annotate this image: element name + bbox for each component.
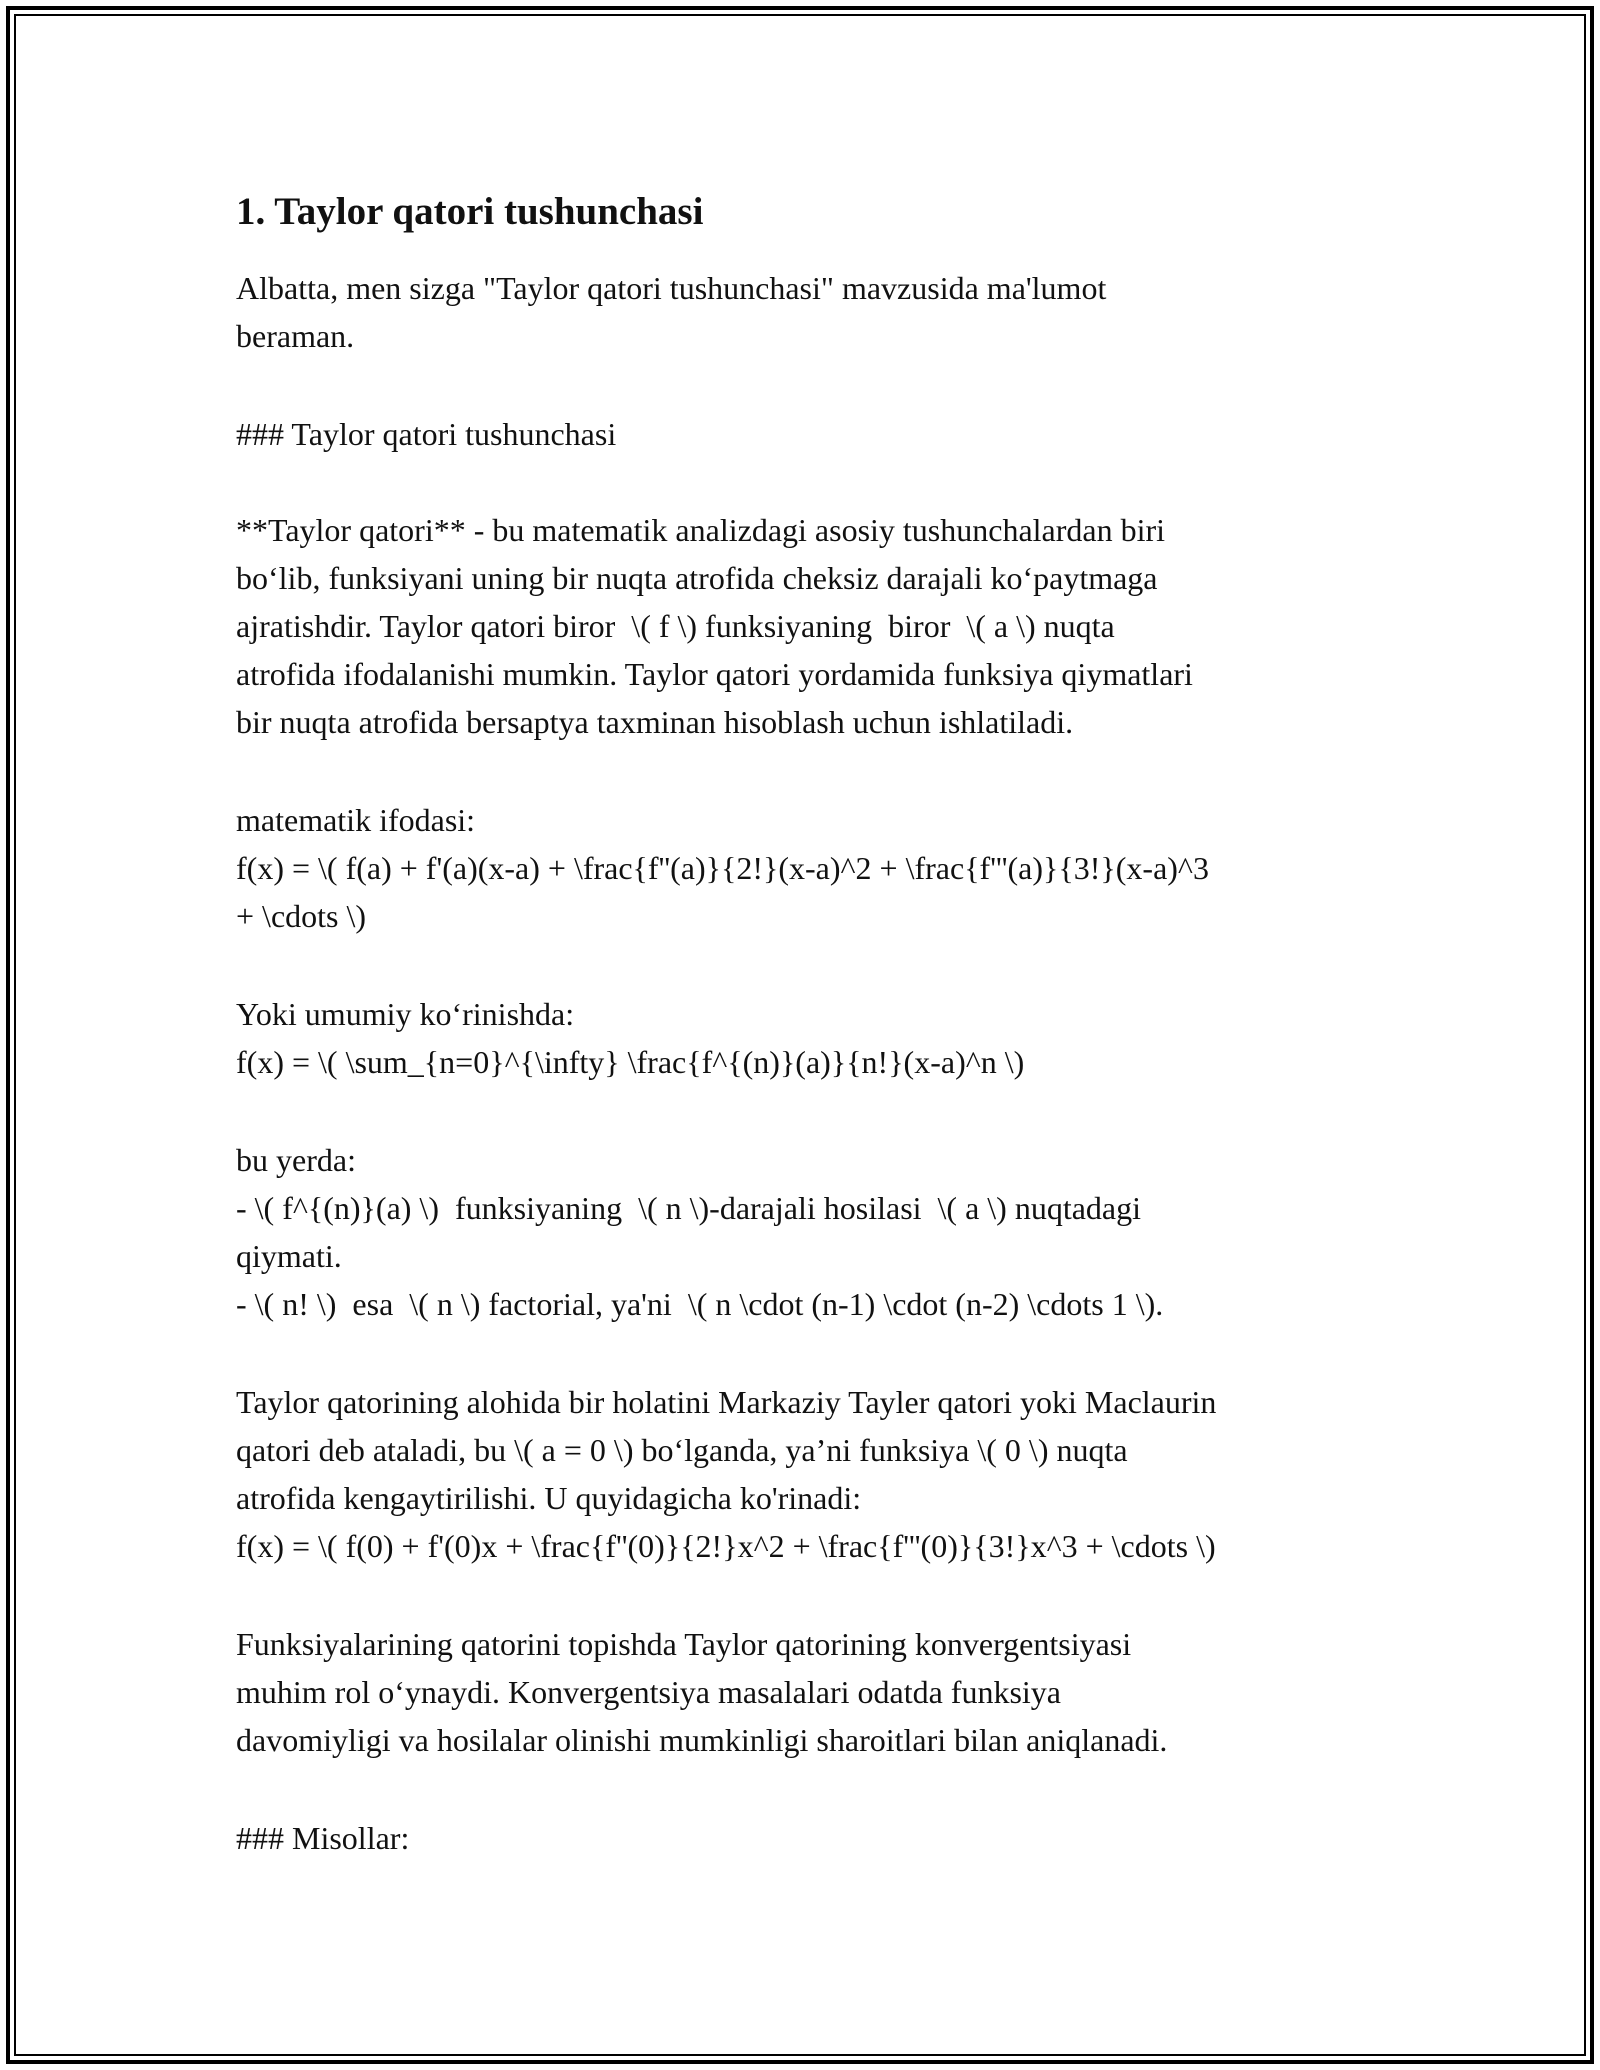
explanation-item-2: - \( n! \) esa \( n \) factorial, ya'ni \( n \cdot (n-1) \cdot (n-2) \cdots 1 \). — [236, 1286, 1164, 1322]
explanation-item-1-line-1: - \( f^{(n)}(a) \) funksiyaning \( n \)-darajali hosilasi \( a \) nuqtadagi — [236, 1190, 1142, 1226]
explanation-label: bu yerda: — [236, 1142, 356, 1178]
paragraph-maclaurin-line-1: Taylor qatorining alohida bir holatini Markaziy Tayler qatori yoki Maclaurin — [236, 1384, 1217, 1420]
paragraph-convergence-line-1: Funksiyalarining qatorini topishda Taylor qatorining konvergentsiyasi — [236, 1626, 1132, 1662]
paragraph-definition-line-3: ajratishdir. Taylor qatori biror \( f \) funksiyaning biror \( a \) nuqta — [236, 608, 1115, 644]
paragraph-intro-line-2: beraman. — [236, 318, 355, 354]
paragraph-intro-line-1: Albatta, men sizga "Taylor qatori tushunchasi" mavzusida ma'lumot — [236, 270, 1107, 306]
paragraph-convergence-line-2: muhim rol o‘ynaydi. Konvergentsiya masalalari odatda funksiya — [236, 1674, 1061, 1710]
formula-label: matematik ifodasi: — [236, 802, 476, 838]
paragraph-definition-line-5: bir nuqta atrofida bersaptya taxminan hisoblash uchun ishlatiladi. — [236, 704, 1074, 740]
paragraph-maclaurin-line-2: qatori deb ataladi, bu \( a = 0 \) bo‘lganda, ya’ni funksiya \( 0 \) nuqta — [236, 1432, 1128, 1468]
examples-heading: ### Misollar: — [236, 1820, 410, 1856]
formula-maclaurin: f(x) = \( f(0) + f'(0)x + \frac{f''(0)}{2!}x^2 + \frac{f'''(0)}{3!}x^3 + \cdots \) — [236, 1528, 1216, 1564]
formula-taylor-line-2: + \cdots \) — [236, 898, 367, 934]
section-heading-line: ### Taylor qatori tushunchasi — [236, 416, 617, 452]
formula-taylor-line-1: f(x) = \( f(a) + f'(a)(x-a) + \frac{f''(a)}{2!}(x-a)^2 + \frac{f'''(a)}{3!}(x-a)^3 — [236, 850, 1209, 886]
explanation-item-1-line-2: qiymati. — [236, 1238, 342, 1274]
formula-general: f(x) = \( \sum_{n=0}^{\infty} \frac{f^{(n)}(a)}{n!}(x-a)^n \) — [236, 1044, 1025, 1080]
paragraph-maclaurin-line-3: atrofida kengaytirilishi. U quyidagicha ko'rinadi: — [236, 1480, 862, 1516]
paragraph-convergence-line-3: davomiyligi va hosilalar olinishi mumkinligi sharoitlari bilan aniqlanadi. — [236, 1722, 1168, 1758]
document-title: 1. Taylor qatori tushunchasi — [236, 190, 704, 233]
paragraph-definition-line-2: bo‘lib, funksiyani uning bir nuqta atrofida cheksiz darajali ko‘paytmaga — [236, 560, 1158, 596]
paragraph-definition-line-1: **Taylor qatori** - bu matematik analizdagi asosiy tushunchalardan biri — [236, 512, 1166, 548]
general-form-label: Yoki umumiy ko‘rinishda: — [236, 996, 575, 1032]
paragraph-definition-line-4: atrofida ifodalanishi mumkin. Taylor qatori yordamida funksiya qiymatlari — [236, 656, 1193, 692]
